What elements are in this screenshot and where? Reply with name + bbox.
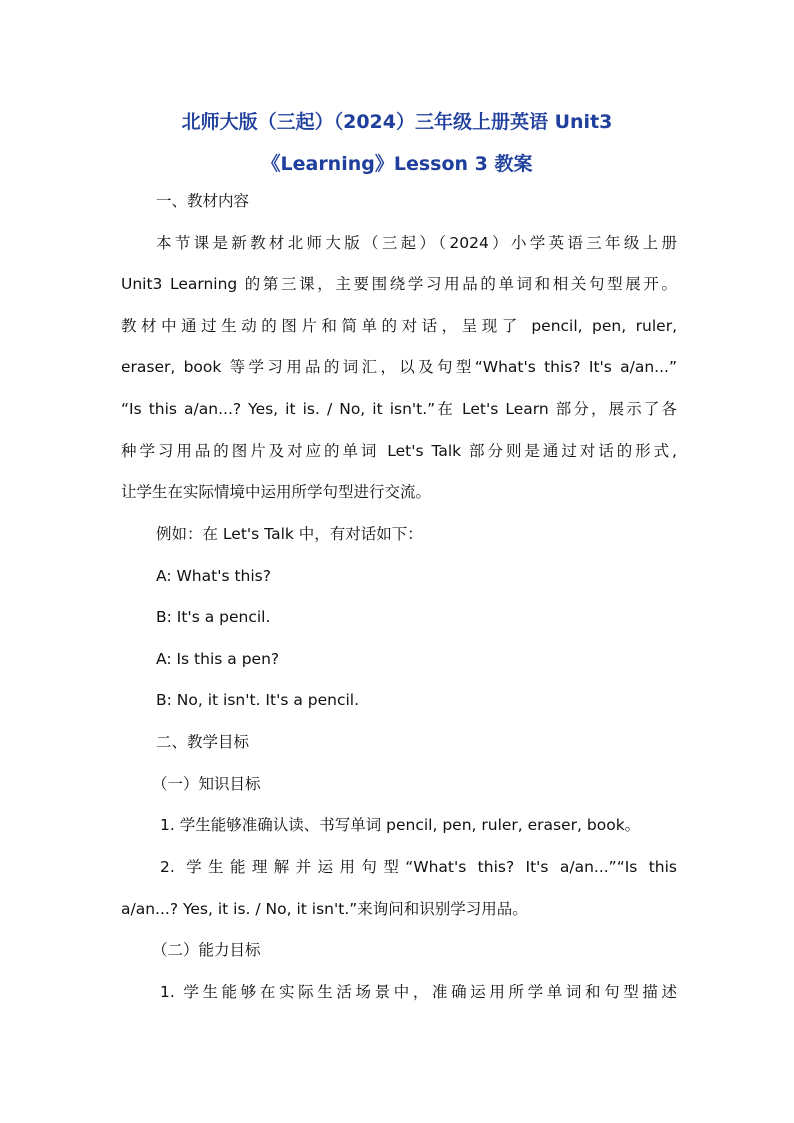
goal-item: 1. 学生能够在实际生活场景中，准确运用所学单词和句型描述 — [160, 983, 677, 1001]
section-heading-materials: 一、教材内容 — [156, 192, 250, 210]
goal-item-continued: a/an...? Yes, it is. / No, it isn't.”来询问和识别学习用品。 — [121, 900, 528, 918]
document-title-line-1: 北师大版（三起）（2024）三年级上册英语 Unit3 — [181, 111, 613, 133]
dialogue-line: A: What's this? — [156, 567, 271, 585]
goal-item: 2. 学生能理解并运用句型“What's this? It's a/an...”“Is this — [160, 858, 677, 876]
example-intro: 例如：在 Let's Talk 中，有对话如下： — [156, 525, 423, 543]
paragraph-line: 让学生在实际情境中运用所学句型进行交流。 — [121, 483, 432, 501]
paragraph-line: 教材中通过生动的图片和简单的对话，呈现了 pencil, pen, ruler, — [121, 317, 677, 335]
paragraph-line: Unit3 Learning 的第三课，主要围绕学习用品的单词和相关句型展开。 — [121, 275, 677, 293]
subheading-ability-goals: （二）能力目标 — [152, 941, 261, 959]
document-title-line-2: 《Learning》Lesson 3 教案 — [261, 153, 533, 175]
paragraph-line: 种学习用品的图片及对应的单词 Let's Talk 部分则是通过对话的形式, — [121, 442, 677, 460]
section-heading-objectives: 二、教学目标 — [156, 733, 250, 751]
paragraph-line: 本节课是新教材北师大版（三起）（2024）小学英语三年级上册 — [156, 234, 677, 252]
dialogue-line: B: It's a pencil. — [156, 608, 271, 626]
dialogue-line: B: No, it isn't. It's a pencil. — [156, 691, 360, 709]
paragraph-line: eraser, book 等学习用品的词汇，以及句型“What's this? It's a/an...” — [121, 358, 677, 376]
dialogue-line: A: Is this a pen? — [156, 650, 280, 668]
subheading-knowledge-goals: （一）知识目标 — [152, 775, 261, 793]
goal-item: 1. 学生能够准确认读、书写单词 pencil, pen, ruler, eraser, book。 — [160, 816, 641, 834]
paragraph-line: “Is this a/an...? Yes, it is. / No, it isn't.”在 Let's Learn 部分，展示了各 — [121, 400, 677, 418]
